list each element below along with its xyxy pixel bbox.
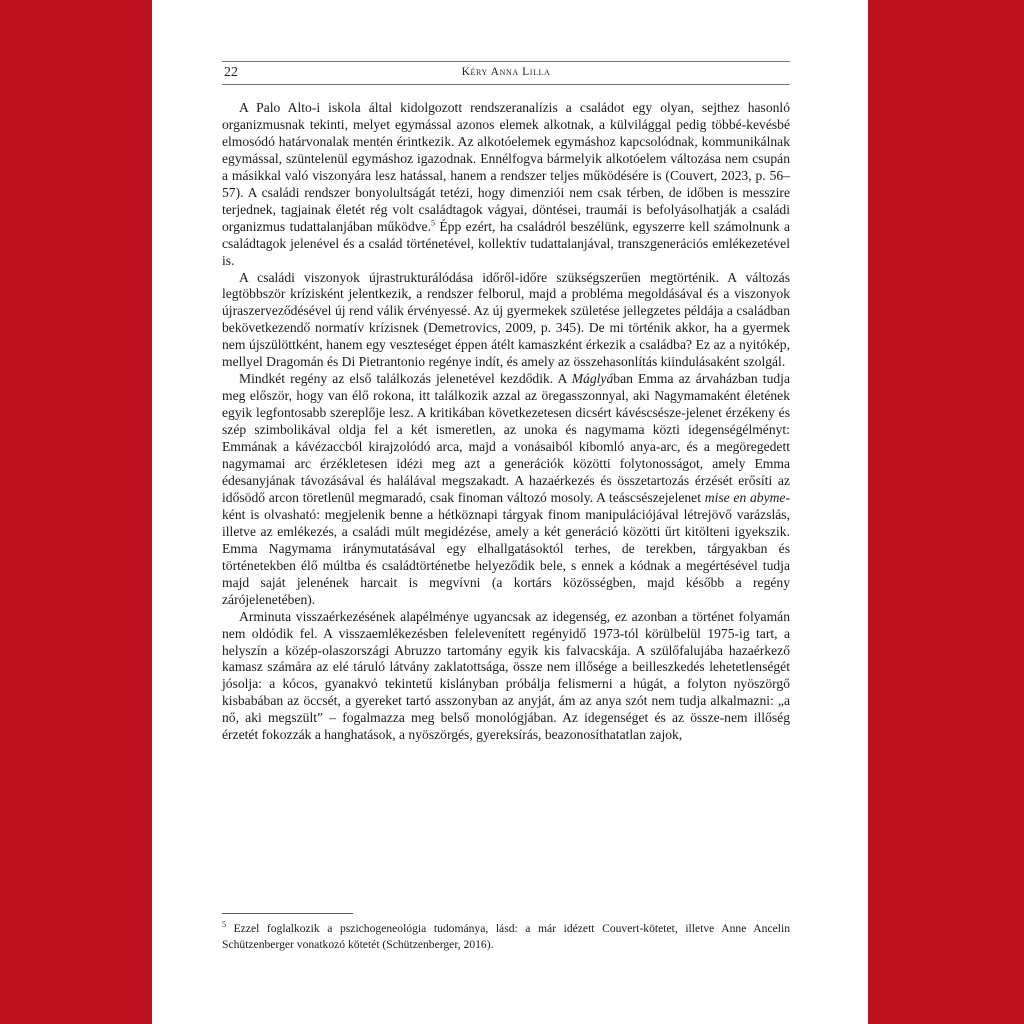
paragraph-3 (222, 371, 790, 608)
footnote-text: Ezzel foglalkozik a pszichogeneológia tudománya, lásd: a már idézett Couvert-kötetet, illetve Anne Ancelin Schützenberger vonatkozó kötetét (Schützenberger, 2016). (222, 922, 790, 951)
footnote-number: 5 (222, 920, 226, 930)
book-page (152, 0, 868, 1024)
paragraph-2-text: A családi viszonyok újrastrukturálódása időről-időre szükségszerűen megtörténik. A változás legtöbbször krízisként jelentkezik, a rendszer felborul, majd a probléma megoldásával és a viszonyok újraszerveződésével új rend válik érvényessé. Az új gyermekek születése jellegzetes példája a családban bekövetkezendő normatív krízisnek (Demetrovics, 2009, p. 345). De mi történik akkor, ha a gyermek nem újszülöttként, hanem egy veszteséget éppen átélt kamaszként érkezik a családba? Ez az a nyitókép, mellyel Dragomán és Di Pietrantonio regénye indít, és amely az összehasonlítás kiindulásaként szolgál. (222, 269, 790, 370)
paragraph-3-text-a: Mindkét regény az első találkozás jelenetével kezdődik. A (239, 371, 572, 387)
paragraph-3-text-e: -ként is olvasható: megjelenik benne a hétköznapi tárgyak finom manipulációjával létrejövő varázslás, illetve az emlékezés, a családi múlt megidézése, amely a két generáció közötti űrt kitölteni igyekszik. Emma Nagymama iránymutatásával egy elhallgatásoktól terhes, de terekben, tárgyakban és történetekben élő múltba és családtörténetbe helyeződik bele, s ennek a kódnak a megértésével tudja majd saját jelenének harcait is megvívni (a kortárs közösségben, majd később a regény zárójelenetében). (222, 489, 790, 607)
running-header (222, 61, 790, 85)
paragraph-3-text-c: ban Emma az árvaházban tudja meg először, hogy van élő rokona, itt találkozik azzal az öregasszonnyal, aki Nagymamaként életének egyik legfontosabb szereplője lesz. A kritikában következetesen dicsért kávéscsésze-jelenet érzékeny és szép szimbolikával oldja fel a két ismeretlen, az unoka és nagymama közti idegenségélményt: Emmának a kávézaccból kirajzolódó arca, majd a vonásaiból kibomló anya-arc, és a megöregedett nagymamai arc érzékletesen idézi meg azt a generációk közötti folytonosságot, amely Emma édesanyjának távozásával és halálával megszakadt. A hazaérkezés és összetartozás érzését erősíti az idősödő arcon töretlenül megmaradó, csak finoman változó mosoly. A teáscsészejelenet (222, 371, 790, 505)
paragraph-2 (222, 270, 790, 372)
paragraph-1-text-b: Épp ezért, ha családról beszélünk, egyszerre kell számolnunk a családtagok jelenével és a család történetével, kollektív tudattalanjával, transzgenerációs emlékezetével is. (222, 218, 790, 268)
paragraph-1-text-a: A Palo Alto-i iskola által kidolgozott rendszeranalízis a családot egy olyan, sejthez hasonló organizmusnak tekinti, melyet egymással azonos elemek alkotnak, a külvilággal pedig többé-kevésbé elmosódó határvonalak mentén érintkezik. Az alkotóelemek egymáshoz kapcsolódnak, kommunikálnak egymással, szüntelenül egymáshoz igazodnak. Ennélfogva bármelyik alkotóelem változása nem csupán a másikkal való viszonyára lesz hatással, hanem a rendszer teljes működésére is (Couvert, 2023, p. 56–57). A családi rendszer bonyolultságát tetézi, hogy dimenziói nem csak térben, de időben is messzire terjednek, tagjainak életét rég volt családtagok vágyai, döntései, traumái is befolyásolhatják a családi organizmus tudattalanjában működve. (222, 100, 790, 234)
paragraph-4-text: Arminuta visszaérkezésének alapélménye ugyancsak az idegenség, ez azonban a történet folyamán nem oldódik fel. A visszaemlékezésben felelevenített regényidő 1973-tól körülbelül 1975-ig tart, a helyszín a közép-olaszországi Abruzzo tartomány egyik kis falvacskája. A szülőfalujába hazaérkező kamasz számára az elé táruló látvány zaklatottsága, össze nem illősége a beilleszkedés lehetetlenségét jósolja: a kócos, gyanakvó tekintetű kislányban próbálja felismerni a húgát, a folyton nyöszörgő kisbabában az öccsét, a gyereket tartó asszonyban az anyját, ám az anya szót nem tudja alkalmazni: „a nő, aki megszült” – fogalmazza meg belső monológjában. Az idegenséget és az össze-nem illőség érzetét fokozzák a hanghatások, a nyöszörgés, gyereksírás, beazonosíthatatlan zajok, (222, 608, 790, 743)
term-italic: mise en abyme (704, 489, 786, 505)
running-head-author: Kéry Anna Lilla (461, 66, 551, 78)
paragraph-4 (222, 609, 790, 745)
paragraph-1 (222, 100, 790, 270)
footnote (222, 921, 790, 953)
page-number: 22 (224, 65, 238, 80)
body-text (222, 100, 790, 744)
footnote-divider (222, 913, 353, 914)
footnote-reference: 5 (430, 218, 435, 228)
book-title-italic: Máglyá (571, 371, 614, 387)
